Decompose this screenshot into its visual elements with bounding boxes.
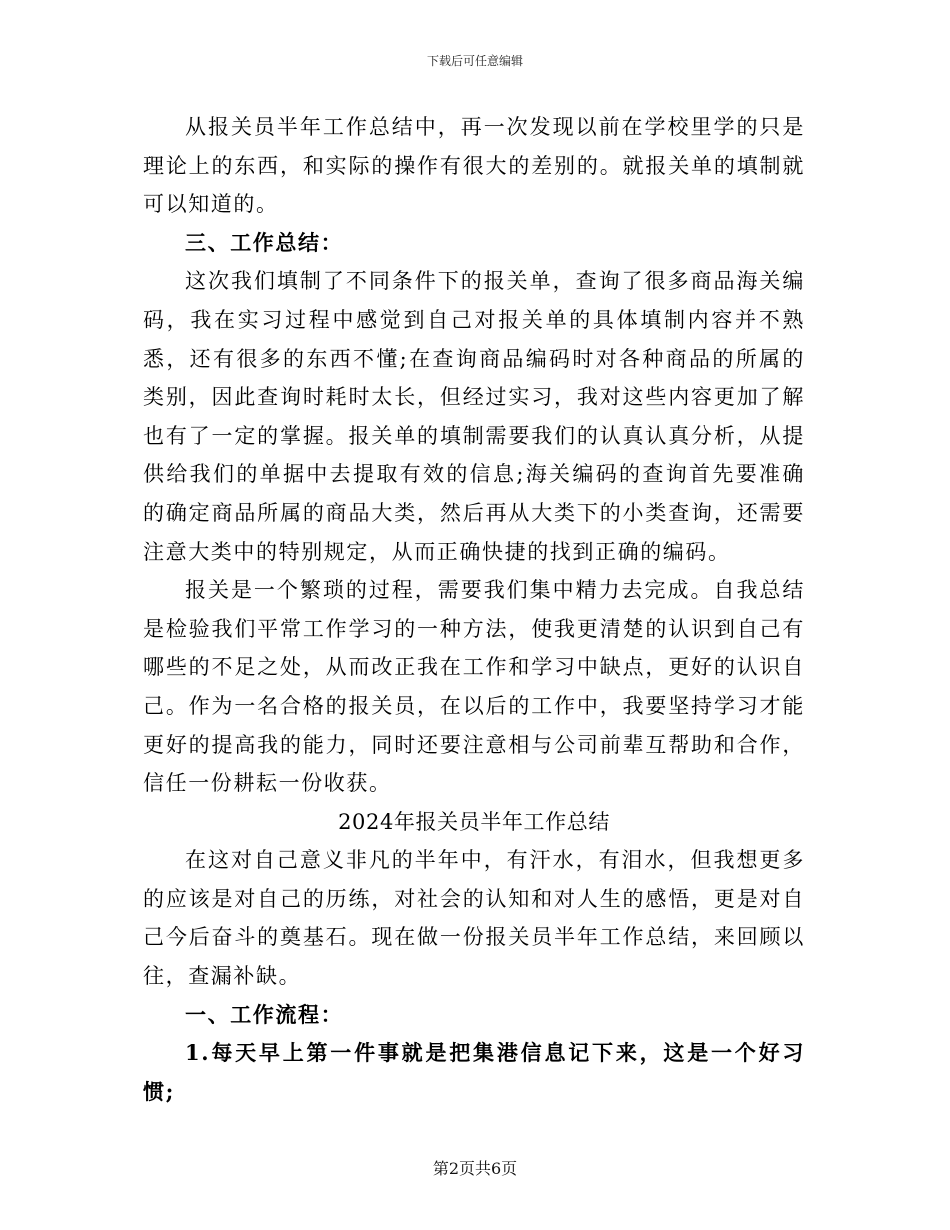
document-body xyxy=(143,108,805,1111)
page-number-footer: 第2页共6页 xyxy=(432,1159,518,1178)
section-heading-workflow: 一、工作流程： xyxy=(185,1001,344,1027)
document-title: 2024年报关员半年工作总结 xyxy=(338,809,610,834)
paragraph-self-reflection: 报关是一个繁琐的过程，需要我们集中精力去完成。自我总结是检验我们平常工作学习的一种方法，使我更清楚的认识到自己有哪些的不足之处，从而改正我在工作和学习中缺点，更好的认识自己。作为一名合格的报关员，在以后的工作中，我要坚持学习才能更好的提高我的能力，同时还要注意相与公司前辈互帮助和合作，信任一份耕耘一份收获。 xyxy=(143,578,805,796)
workflow-step-1: 1.每天早上第一件事就是把集港信息记下来，这是一个好习惯; xyxy=(143,1040,805,1104)
paragraph-declaration-forms: 这次我们填制了不同条件下的报关单，查询了很多商品海关编码，我在实习过程中感觉到自己对报关单的具体填制内容并不熟悉，还有很多的东西不懂;在查询商品编码时对各种商品的所属的类别，因此查询时耗时太长，但经过实习，我对这些内容更加了解也有了一定的掌握。报关单的填制需要我们的认真认真分析，从提供给我们的单据中去提取有效的信息;海关编码的查询首先要准确的确定商品所属的商品大类，然后再从大类下的小类查询，还需要注意大类中的特别规定，从而正确快捷的找到正确的编码。 xyxy=(143,269,805,564)
page-header-note: 下载后可任意编辑 xyxy=(426,54,523,68)
paragraph-summary-intro: 从报关员半年工作总结中，再一次发现以前在学校里学的只是理论上的东西，和实际的操作有很大的差别的。就报关单的填制就可以知道的。 xyxy=(143,115,805,217)
paragraph-introduction: 在这对自己意义非凡的半年中，有汗水，有泪水，但我想更多的应该是对自己的历练，对社会的认知和对人生的感悟，更是对自己今后奋斗的奠基石。现在做一份报关员半年工作总结，来回顾以往，查漏补缺。 xyxy=(143,848,805,989)
section-heading-work-summary: 三、工作总结： xyxy=(185,229,344,255)
